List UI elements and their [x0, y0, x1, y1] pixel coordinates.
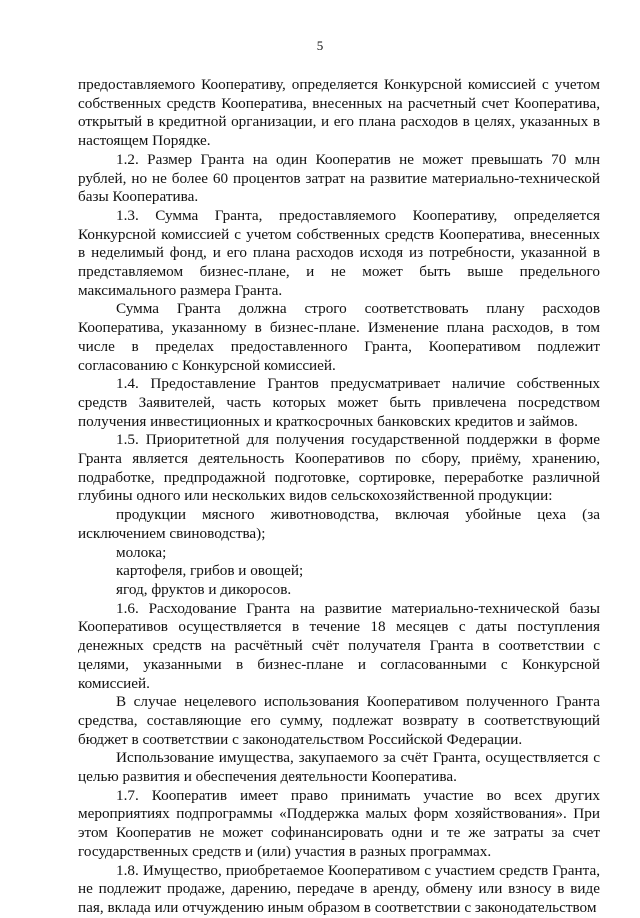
list-item-vegetables: картофеля, грибов и овощей; [116, 562, 304, 580]
paragraph-grant-amount: Сумма Гранта должна строго соответствовать плану расходов Кооператива, указанному в бизнес-плане. Изменение плана расходов, в том числе в пределах предоставленного Гранта, Кооперативом подлежит согласованию с Конкурсной комиссией. [78, 300, 600, 374]
paragraph-1-3: 1.3. Сумма Гранта, предоставляемого Кооперативу, определяется Конкурсной комиссией с учетом собственных средств Кооператива, внесенных в неделимый фонд, и его плана расходов исходя из потребности, указанной в представляемом бизнес-плане, и не может быть выше предельного максимального размера Гранта. [78, 206, 600, 299]
document-body [78, 76, 600, 918]
paragraph-1-8: 1.8. Имущество, приобретаемое Кооперативом с участием средств Гранта, не подлежит продаже, дарению, передаче в аренду, обмену или взносу в виде пая, вклада или отчуждению иным образом в соответствии с законодательством [78, 861, 600, 916]
list-item-berries: ягод, фруктов и дикоросов. [116, 580, 292, 598]
paragraph-1-7: 1.7. Кооператив имеет право принимать участие во всех других мероприятиях подпрограммы «Поддержка малых форм хозяйствования». При этом Кооператив не может софинансировать одни и те же затраты за счет государственных средств и (или) участия в разных программах. [78, 786, 600, 860]
paragraph-1-5: 1.5. Приоритетной для получения государственной поддержки в форме Гранта является деятельность Кооперативов по сбору, приёму, хранению, подработке, предпродажной подготовке, сортировке, переработке различной глубины одного или нескольких видов сельскохозяйственной продукции: [78, 431, 600, 505]
paragraph-property-use: Использование имущества, закупаемого за счёт Гранта, осуществляется с целью развития и обеспечения деятельности Кооператива. [78, 749, 600, 786]
page-number: 5 [316, 38, 324, 53]
paragraph-1-2: 1.2. Размер Гранта на один Кооператив не может превышать 70 млн рублей, но не более 60 процентов затрат на развитие материально-технической базы Кооператива. [78, 150, 600, 206]
paragraph-misuse: В случае нецелевого использования Кооперативом полученного Гранта средства, составляющие его сумму, подлежат возврату в соответствующий бюджет в соответствии с законодательством Российской Федерации. [78, 693, 600, 748]
paragraph-1-4: 1.4. Предоставление Грантов предусматривает наличие собственных средств Заявителей, часть которых может быть привлечена посредством получения инвестиционных и краткосрочных банковских кредитов и займов. [78, 375, 600, 430]
list-item-milk: молока; [116, 543, 167, 561]
paragraph-continuation: предоставляемого Кооперативу, определяется Конкурсной комиссией с учетом собственных средств Кооператива, внесенных на расчетный счет Кооператива, открытый в кредитной организации, и его плана расходов в целях, указанных в настоящем Порядке. [78, 76, 600, 150]
paragraph-1-6: 1.6. Расходование Гранта на развитие материально-технической базы Кооперативов осуществляется в течение 18 месяцев с даты поступления денежных средств на расчётный счёт получателя Гранта в соответствии с целями, указанными в бизнес-плане и согласованными с Конкурсной комиссией. [78, 599, 600, 692]
list-item-meat: продукции мясного животноводства, включая убойные цеха (за исключением свиноводства); [78, 506, 600, 542]
